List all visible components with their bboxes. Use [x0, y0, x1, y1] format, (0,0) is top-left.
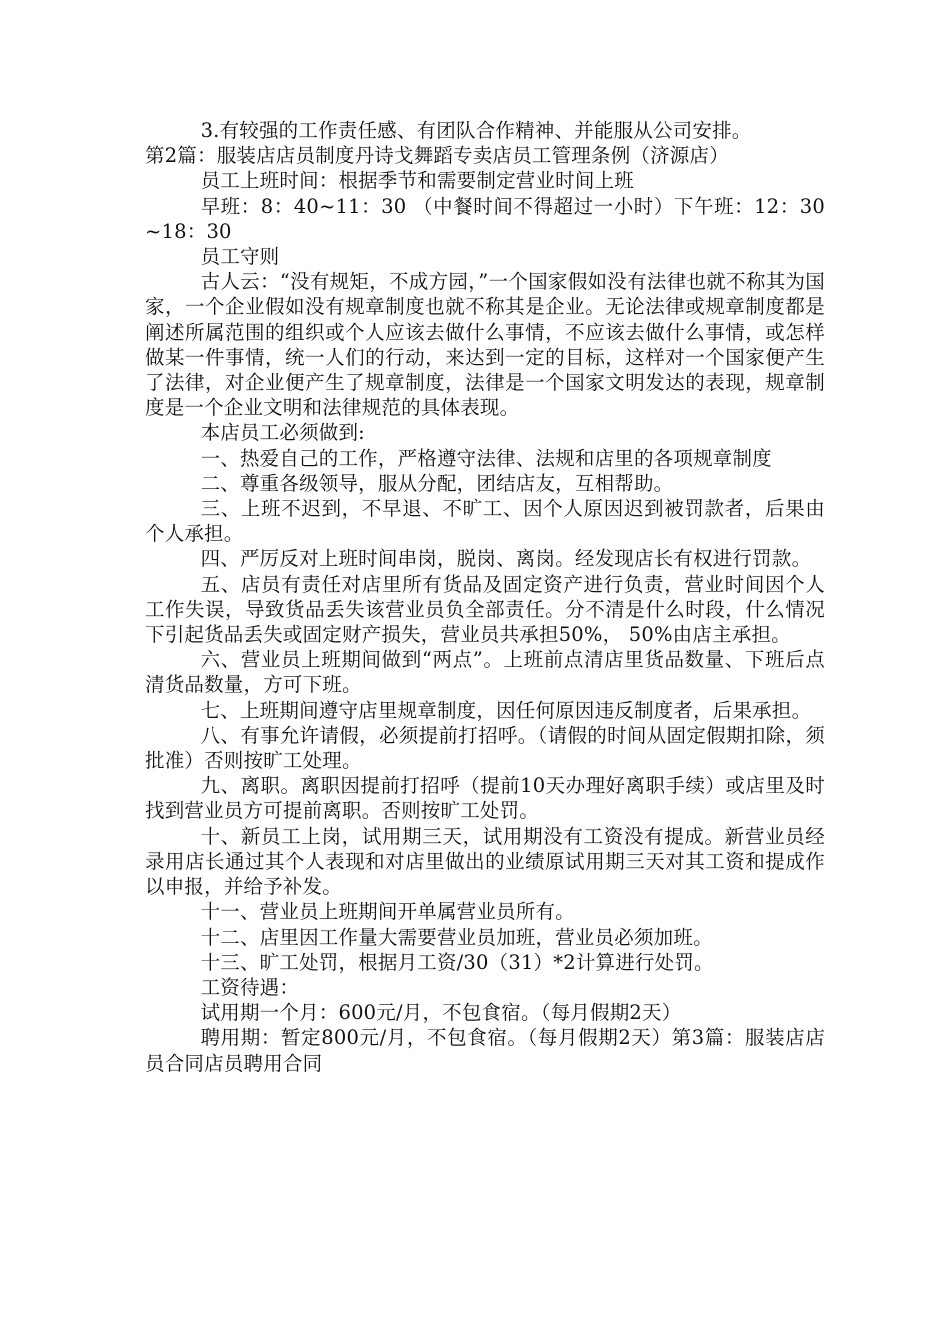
- rule-item: 十二、店里因工作量大需要营业员加班，营业员必须加班。: [200, 925, 713, 949]
- paragraph: 古人云：“没有规矩，不成方园，”一个国家假如没有法律也就不称其为国家，一个企业假如没有规章制度也就不称其是企业。无论法律或规章制度都是阐述所属范围的组织或个人应该去做什么事情，不应该去做什么事情，或怎样做某一件事情，统一人们的行动，来达到一定的目标，这样对一个国家便产生了法律，对企业便产生了规章制度，法律是一个国家文明发达的表现，规章制度是一个企业文明和法律规范的具体表现。: [145, 270, 825, 420]
- rule-item: 十、新员工上岗，试用期三天，试用期没有工资没有提成。新营业员经录用店长通过其个人表现和对店里做出的业绩原试用期三天对其工资和提成作以申报，并给予补发。: [145, 824, 825, 899]
- rule-item: 三、上班不迟到，不早退、不旷工、因个人原因迟到被罚款者，后果由个人承担。: [145, 497, 825, 546]
- paragraph-heading: 工资待遇：: [200, 975, 300, 999]
- rule-item: 六、营业员上班期间做到“两点”。上班前点清店里货品数量、下班后点清货品数量，方可下班。: [145, 648, 825, 697]
- rule-item: 五、店员有责任对店里所有货品及固定资产进行负责，营业时间因个人工作失误，导致货品丢失该营业员负全部责任。分不清是什么时段，什么情况下引起货品丢失或固定财产损失，营业员共承担50%， 50%由店主承担。: [145, 572, 825, 647]
- rule-item: 七、上班期间遵守店里规章制度，因任何原因违反制度者，后果承担。: [200, 698, 812, 722]
- paragraph: 员工上班时间：根据季节和需要制定营业时间上班: [200, 169, 634, 193]
- paragraph: 试用期一个月：600元/月，不包食宿。（每月假期2天）: [200, 1001, 682, 1025]
- rule-item: 二、尊重各级领导，服从分配，团结店友，互相帮助。: [200, 471, 674, 495]
- rule-item: 一、热爱自己的工作，严格遵守法律、法规和店里的各项规章制度: [200, 446, 772, 470]
- rule-item: 十三、旷工处罚，根据月工资/30（31）*2计算进行处罚。: [200, 950, 714, 974]
- rule-item: 九、离职。离职因提前打招呼（提前10天办理好离职手续）或店里及时找到营业员方可提前离职。否则按旷工处罚。: [145, 774, 825, 823]
- paragraph-heading: 员工守则: [200, 245, 280, 269]
- paragraph: 聘用期：暂定800元/月，不包食宿。（每月假期2天）第3篇：服装店店员合同店员聘用合同: [145, 1026, 825, 1075]
- paragraph: 本店员工必须做到:: [200, 421, 365, 445]
- section-heading: 第2篇：服装店店员制度丹诗戈舞蹈专卖店员工管理条例（济源店）: [145, 144, 729, 168]
- rule-item: 十一、营业员上班期间开单属营业员所有。: [200, 900, 575, 924]
- paragraph: 早班：8：40~11：30 （中餐时间不得超过一小时）下午班：12：30~18：30: [145, 194, 825, 243]
- document-body: [145, 118, 825, 1076]
- rule-item: 四、严厉反对上班时间串岗，脱岗、离岗。经发现店长有权进行罚款。: [200, 547, 812, 571]
- rule-item: 八、有事允许请假，必须提前打招呼。（请假的时间从固定假期扣除，须批准）否则按旷工处理。: [145, 723, 825, 773]
- paragraph: 3.有较强的工作责任感、有团队合作精神、并能服从公司安排。: [200, 119, 752, 142]
